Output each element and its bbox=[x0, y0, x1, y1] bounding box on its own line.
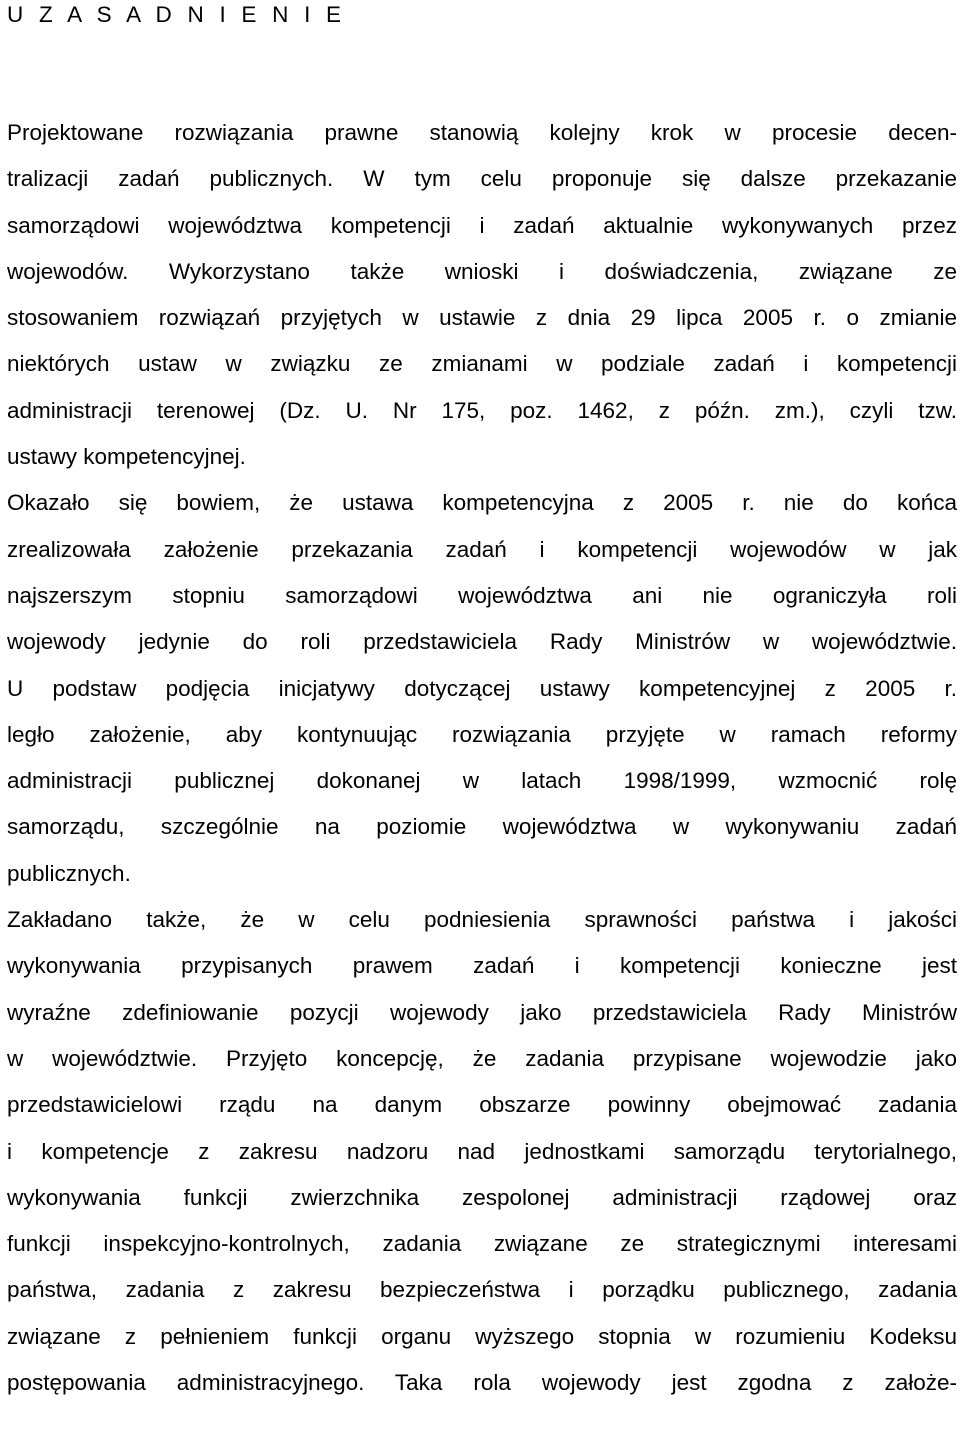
paragraph-2 bbox=[7, 480, 957, 897]
paragraph-line: wojewody jedynie do roli przedstawiciela Rady Ministrów w województwie. bbox=[7, 629, 957, 655]
paragraph-line: samorządu, szczególnie na poziomie województwa w wykonywaniu zadań bbox=[7, 814, 957, 840]
paragraph-line: administracji publicznej dokonanej w latach 1998/1999, wzmocnić rolę bbox=[7, 768, 957, 794]
paragraph-line: samorządowi województwa kompetencji i zadań aktualnie wykonywanych przez bbox=[7, 212, 957, 238]
paragraph-line: najszerszym stopniu samorządowi województwa ani nie ograniczyła roli bbox=[7, 582, 957, 608]
paragraph-line: zrealizowała założenie przekazania zadań i kompetencji wojewodów w jak bbox=[7, 536, 957, 562]
document-page bbox=[7, 0, 957, 1406]
paragraph-line: legło założenie, aby kontynuując rozwiązania przyjęte w ramach reformy bbox=[7, 721, 957, 747]
paragraph-3 bbox=[7, 897, 957, 1406]
document-heading: U Z A S A D N I E N I E bbox=[7, 2, 346, 27]
paragraph-line: związane z pełnieniem funkcji organu wyższego stopnia w rozumieniu Kodeksu bbox=[7, 1323, 957, 1349]
paragraph-1 bbox=[7, 110, 957, 480]
paragraph-line: i kompetencje z zakresu nadzoru nad jednostkami samorządu terytorialnego, bbox=[7, 1138, 957, 1164]
paragraph-line: wykonywania przypisanych prawem zadań i kompetencji konieczne jest bbox=[7, 953, 957, 979]
paragraph-line: funkcji inspekcyjno-kontrolnych, zadania związane ze strategicznymi interesami bbox=[7, 1231, 957, 1257]
paragraph-line: Zakładano także, że w celu podniesienia sprawności państwa i jakości bbox=[7, 907, 957, 933]
paragraph-line: wojewodów. Wykorzystano także wnioski i doświadczenia, związane ze bbox=[7, 258, 957, 284]
paragraph-line: U podstaw podjęcia inicjatywy dotyczącej ustawy kompetencyjnej z 2005 r. bbox=[7, 675, 957, 701]
paragraph-line: administracji terenowej (Dz. U. Nr 175, poz. 1462, z późn. zm.), czyli tzw. bbox=[7, 397, 957, 423]
paragraph-line: wykonywania funkcji zwierzchnika zespolonej administracji rządowej oraz bbox=[7, 1184, 957, 1210]
paragraph-line: niektórych ustaw w związku ze zmianami w podziale zadań i kompetencji bbox=[7, 351, 957, 377]
paragraph-line: Okazało się bowiem, że ustawa kompetencyjna z 2005 r. nie do końca bbox=[7, 490, 957, 516]
paragraph-line: państwa, zadania z zakresu bezpieczeństwa i porządku publicznego, zadania bbox=[7, 1277, 957, 1303]
paragraph-line: postępowania administracyjnego. Taka rola wojewody jest zgodna z założe- bbox=[7, 1370, 957, 1396]
paragraph-line: tralizacji zadań publicznych. W tym celu proponuje się dalsze przekazanie bbox=[7, 166, 957, 192]
paragraph-line: stosowaniem rozwiązań przyjętych w ustawie z dnia 29 lipca 2005 r. o zmianie bbox=[7, 305, 957, 331]
paragraph-line: w województwie. Przyjęto koncepcję, że zadania przypisane wojewodzie jako bbox=[7, 1045, 957, 1071]
paragraph-line: ustawy kompetencyjnej. bbox=[7, 444, 246, 470]
paragraph-line: przedstawicielowi rządu na danym obszarze powinny obejmować zadania bbox=[7, 1092, 957, 1118]
paragraph-line: Projektowane rozwiązania prawne stanowią kolejny krok w procesie decen- bbox=[7, 120, 957, 145]
paragraph-line: publicznych. bbox=[7, 860, 131, 886]
paragraph-line: wyraźne zdefiniowanie pozycji wojewody jako przedstawiciela Rady Ministrów bbox=[7, 999, 957, 1025]
